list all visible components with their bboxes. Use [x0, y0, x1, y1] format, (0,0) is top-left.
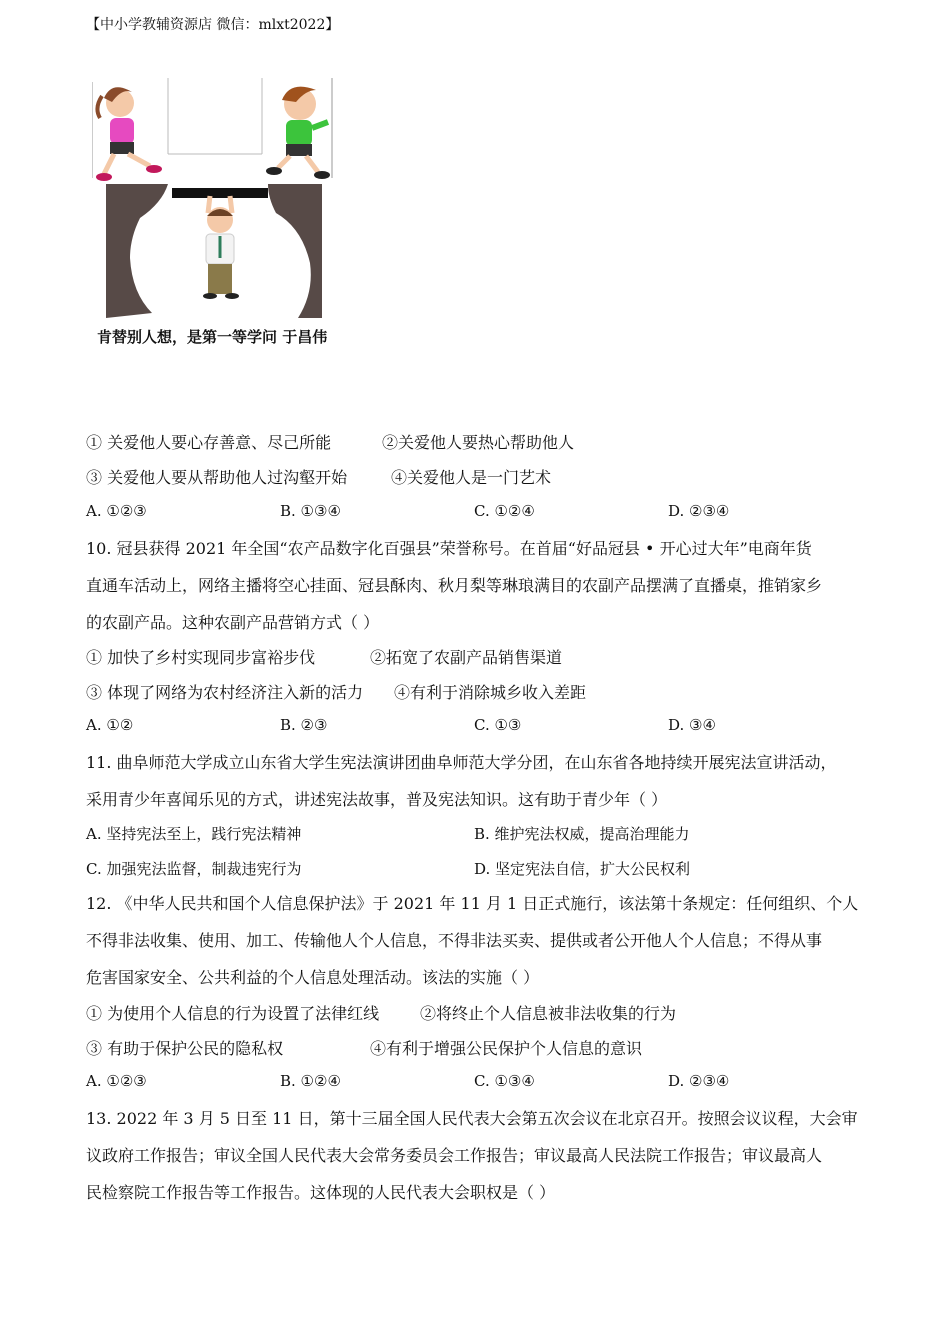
q10-statement-2: ②拓宽了农副产品销售渠道 — [370, 648, 563, 667]
q12-stem-line-1: 12. 《中华人民共和国个人信息保护法》于 2021 年 11 月 1 日正式施行，该法第十条规定：任何组织、个人 — [86, 894, 859, 913]
q12-option-c: C. ①③④ — [474, 1072, 535, 1090]
q9-statement-3: ③ 关爱他人要从帮助他人过沟壑开始 — [86, 468, 348, 487]
q10-stem-line-2: 直通车活动上，网络主播将空心挂面、冠县酥肉、秋月梨等琳琅满目的农副产品摆满了直播桌，推销家乡 — [86, 576, 823, 595]
q11-option-b: B. 维护宪法权威，提高治理能力 — [474, 825, 690, 843]
q9-statement-1: ① 关爱他人要心存善意、尽己所能 — [86, 433, 332, 452]
q12-option-a: A. ①②③ — [86, 1072, 147, 1090]
q10-option-c: C. ①③ — [474, 716, 522, 734]
q10-stem-line-3: 的农副产品。这种农副产品营销方式（ ） — [86, 613, 380, 632]
q13-stem-line-1: 13. 2022 年 3 月 5 日至 11 日，第十三届全国人民代表大会第五次会议在北京召开。按照会议议程，大会审 — [86, 1109, 858, 1128]
q11-option-a: A. 坚持宪法至上，践行宪法精神 — [86, 825, 302, 843]
q12-option-d: D. ②③④ — [668, 1072, 730, 1090]
q12-statement-1: ① 为使用个人信息的行为设置了法律红线 — [86, 1004, 380, 1023]
q11-stem-line-2: 采用青少年喜闻乐见的方式，讲述宪法故事，普及宪法知识。这有助于青少年（ ） — [86, 790, 668, 809]
q13-stem-line-3: 民检察院工作报告等工作报告。这体现的人民代表大会职权是（ ） — [86, 1183, 556, 1202]
q10-statement-3: ③ 体现了网络为农村经济注入新的活力 — [86, 683, 364, 702]
q11-stem-line-1: 11. 曲阜师范大学成立山东省大学生宪法演讲团曲阜师范大学分团，在山东省各地持续开展宪法宣讲活动， — [86, 753, 837, 772]
running-boy-icon — [266, 87, 330, 179]
q9-option-a: A. ①②③ — [86, 502, 147, 520]
running-girl-icon — [96, 87, 162, 181]
page-header: 【中小学教辅资源店 微信：mlxt2022】 — [86, 17, 340, 33]
q9-statement-2: ②关爱他人要热心帮助他人 — [382, 433, 575, 452]
q9-option-b: B. ①③④ — [280, 502, 341, 520]
q10-statement-1: ① 加快了乡村实现同步富裕步伐 — [86, 648, 316, 667]
hanging-man-icon — [203, 196, 239, 299]
q12-statement-4: ④有利于增强公民保护个人信息的意识 — [370, 1039, 643, 1058]
q12-statement-3: ③ 有助于保护公民的隐私权 — [86, 1039, 284, 1058]
q11-option-d: D. 坚定宪法自信，扩大公民权利 — [474, 860, 691, 878]
q11-option-c: C. 加强宪法监督，制裁违宪行为 — [86, 860, 302, 878]
q12-option-b: B. ①②④ — [280, 1072, 341, 1090]
cartoon-figure — [92, 78, 337, 323]
q13-stem-line-2: 议政府工作报告；审议全国人民代表大会常务委员会工作报告；审议最高人民法院工作报告；审议最高人 — [86, 1146, 823, 1165]
q9-option-c: C. ①②④ — [474, 502, 535, 520]
q12-stem-line-2: 不得非法收集、使用、加工、传输他人个人信息，不得非法买卖、提供或者公开他人个人信息；不得从事 — [86, 931, 823, 950]
q10-option-d: D. ③④ — [668, 716, 716, 734]
q10-stem-line-1: 10. 冠县获得 2021 年全国“农产品数字化百强县”荣誉称号。在首届“好品冠县 • 开心过大年”电商年货 — [86, 539, 812, 558]
figure-caption: 肯替别人想，是第一等学问 于昌伟 — [97, 328, 328, 346]
q10-option-a: A. ①② — [86, 716, 134, 734]
q12-statement-2: ②将终止个人信息被非法收集的行为 — [420, 1004, 677, 1023]
q12-stem-line-3: 危害国家安全、公共利益的个人信息处理活动。该法的实施（ ） — [86, 968, 540, 987]
q9-statement-4: ④关爱他人是一门艺术 — [391, 468, 552, 487]
q10-option-b: B. ②③ — [280, 716, 328, 734]
q10-statement-4: ④有利于消除城乡收入差距 — [394, 683, 587, 702]
q9-option-d: D. ②③④ — [668, 502, 730, 520]
